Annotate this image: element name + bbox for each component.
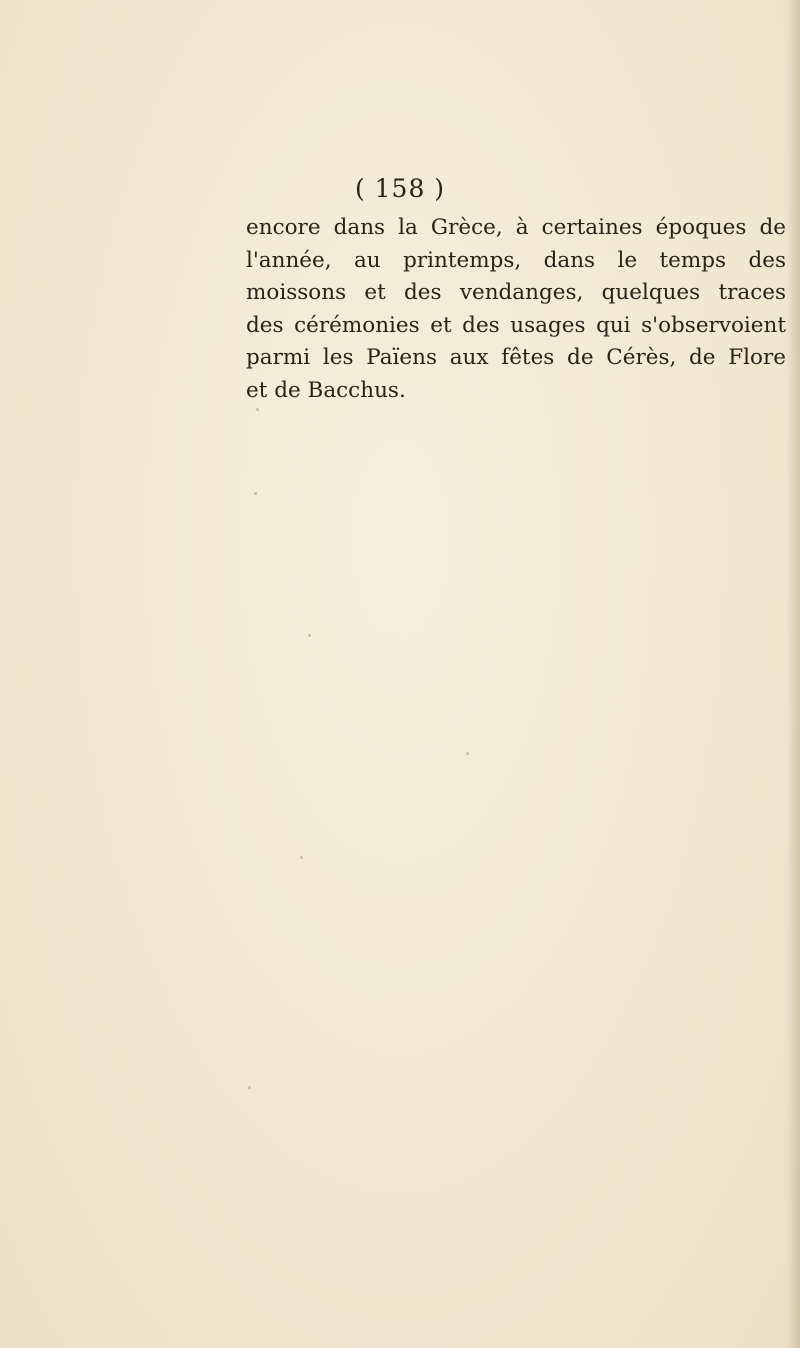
text-line: encore dans la Grèce, à certaines époques de [246,215,786,240]
body-text [246,212,786,407]
paper-speck [466,752,469,755]
text-line: parmi les Païens aux fêtes de Cérès, de Flore [246,345,786,370]
text-line: moissons et des vendanges, quelques traces [246,280,786,305]
text-line: et de Bacchus. [246,377,406,403]
text-line: l'année, au printemps, dans le temps des [246,247,786,273]
page-number: ( 158 ) [354,174,446,203]
paper-speck [308,634,311,637]
paper-speck [254,492,257,495]
paper-speck [248,1086,251,1089]
text-line: des cérémonies et des usages qui s'observoient [246,312,786,338]
paper-speck [300,856,303,859]
paper-speck [256,408,259,411]
